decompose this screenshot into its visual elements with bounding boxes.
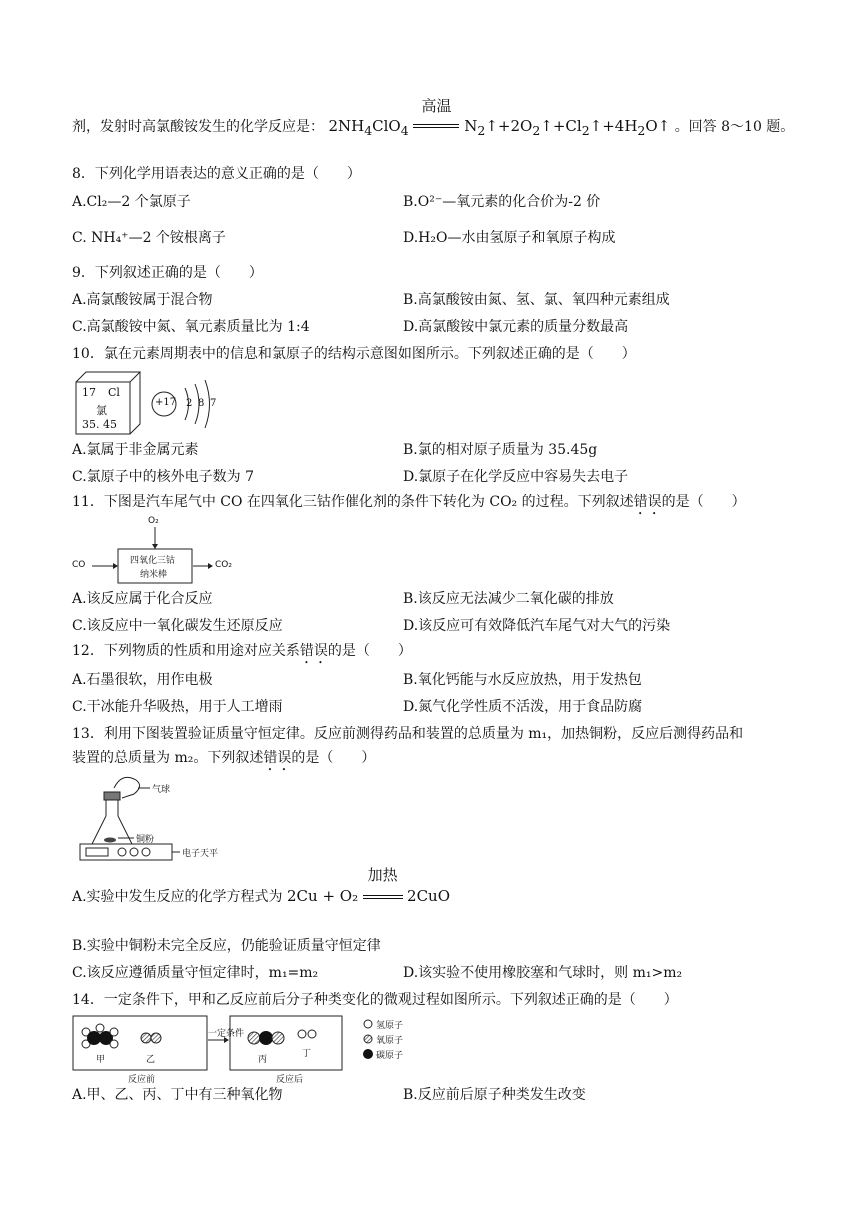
q13-stem-tail: 的是（ ） — [291, 750, 376, 766]
q9-option-c: C.高氯酸铵中氮、氧元素质量比为 1:4 — [72, 319, 310, 335]
molecular-svg — [72, 1014, 412, 1084]
nucleus-charge: +17 — [155, 397, 177, 408]
q10-stem: 10．氯在元素周期表中的信息和氯原子的结构示意图如图所示。下列叙述正确的是（ ） — [72, 346, 636, 362]
legend-carbon: 碳原子 — [376, 1051, 404, 1061]
element-number: 17 — [82, 386, 96, 399]
q13-stem-text: 装置的总质量为 m₂。下列叙述 — [72, 750, 264, 766]
element-name: 氯 — [96, 404, 107, 417]
q10-option-b: B.氯的相对原子质量为 35.45g — [403, 442, 598, 458]
q13-equation-condition: 加热 — [367, 866, 398, 884]
diagram-o2-label: O₂ — [148, 516, 159, 526]
label-before: 反应前 — [128, 1075, 156, 1085]
catalyst-diagram — [72, 515, 252, 587]
q14-option-a: A.甲、乙、丙、丁中有三种氧化物 — [72, 1087, 283, 1103]
q13-option-a-text: A.实验中发生反应的化学方程式为 — [72, 889, 283, 905]
diagram-co-label: CO — [72, 560, 86, 570]
q9-option-b: B.高氯酸铵由氮、氢、氯、氧四种元素组成 — [403, 292, 670, 308]
q8-stem: 8．下列化学用语表达的意义正确的是（ ） — [72, 166, 361, 182]
equation-products: $N_2↑+2O_2↑+Cl_2↑+4H_2O↑$ — [464, 117, 671, 138]
element-symbol: Cl — [108, 386, 120, 399]
diagram-co2-label: CO₂ — [215, 560, 232, 570]
intro-suffix: 。回答 8～10 题。 — [674, 119, 795, 135]
q12-stem — [72, 641, 412, 667]
q12-option-d: D.氮气化学性质不活泼，用于食品防腐 — [403, 699, 643, 715]
q12-stem-text: 12．下列物质的性质和用途对应关系 — [72, 643, 300, 659]
shell-1: 2 — [186, 398, 193, 409]
q10-option-d: D.氯原子在化学反应中容易失去电子 — [403, 469, 629, 485]
legend-hydrogen: 氢原子 — [376, 1021, 404, 1031]
diagram-box-line2: 纳米棒 — [140, 570, 168, 580]
intro-line — [72, 97, 795, 141]
arrow-condition: 一定条件 — [208, 1029, 245, 1039]
label-yi: 乙 — [146, 1055, 156, 1065]
q12-stem-tail: 的是（ ） — [327, 643, 412, 659]
q13-stem-emphasis: 错误 — [263, 750, 292, 766]
q10-option-c: C.氯原子中的核外电子数为 7 — [72, 469, 255, 485]
label-after: 反应后 — [276, 1075, 304, 1085]
q13-stem-line1: 13．利用下图装置验证质量守恒定律。反应前测得药品和装置的总质量为 m₁，加热铜粉，反应后测得药品和 — [72, 726, 744, 742]
label-jia: 甲 — [96, 1055, 106, 1065]
molecular-diagram — [72, 1014, 412, 1084]
q8-option-a: A.Cl₂—2 个氯原子 — [72, 194, 191, 210]
q14-stem: 14．一定条件下，甲和乙反应前后分子种类变化的微观过程如图所示。下列叙述正确的是（ ） — [72, 992, 678, 1008]
element-cell-figure — [72, 368, 242, 436]
apparatus-figure — [76, 774, 236, 866]
legend-oxygen: 氧原子 — [376, 1036, 404, 1046]
q12-option-c: C.干冰能升华吸热，用于人工增雨 — [72, 699, 283, 715]
q13-option-c: C.该反应遵循质量守恒定律时，m₁=m₂ — [72, 965, 319, 981]
q14-option-b: B.反应前后原子种类发生改变 — [403, 1087, 586, 1103]
q12-option-a: A.石墨很软，用作电极 — [72, 672, 213, 688]
equation-reactant: $2NH_4ClO_4$ — [328, 117, 409, 138]
scale-label: 电子天平 — [182, 849, 219, 859]
q9-option-a: A.高氯酸铵属于混合物 — [72, 292, 213, 308]
q13-option-a — [72, 866, 451, 907]
q11-option-c: C.该反应中一氧化碳发生还原反应 — [72, 618, 283, 634]
q12-option-b: B.氧化钙能与水反应放热，用于发热包 — [403, 672, 642, 688]
balloon-label: 气球 — [152, 785, 171, 795]
label-ding: 丁 — [302, 1049, 312, 1059]
q11-stem-emphasis: 错误 — [633, 494, 662, 510]
element-mass: 35. 45 — [82, 418, 117, 431]
equation-condition: 高温 — [421, 97, 452, 115]
q13-equation-right: 2CuO — [407, 887, 451, 905]
shell-2: 8 — [198, 398, 205, 409]
q11-option-b: B.该反应无法减少二氧化碳的排放 — [403, 591, 614, 607]
q8-option-d: D.H₂O—水由氢原子和氧原子构成 — [403, 230, 616, 246]
q11-stem-tail: 的是（ ） — [661, 494, 746, 510]
intro-prefix: 剂，发射时高氯酸铵发生的化学反应是： — [72, 119, 324, 135]
label-bing: 丙 — [258, 1055, 268, 1065]
q8-option-b: B.O²⁻—氧元素的化合价为-2 价 — [403, 194, 601, 210]
q11-option-a: A.该反应属于化合反应 — [72, 591, 213, 607]
q9-stem: 9．下列叙述正确的是（ ） — [72, 265, 263, 281]
q12-stem-emphasis: 错误 — [299, 643, 328, 659]
copper-powder-label: 铜粉 — [136, 835, 155, 845]
q11-option-d: D.该反应可有效降低汽车尾气对大气的污染 — [403, 618, 671, 634]
q11-stem-text: 11．下图是汽车尾气中 CO 在四氧化三钴作催化剂的条件下转化为 CO₂ 的过程。下列叙述 — [72, 494, 634, 510]
reaction-equation — [328, 97, 671, 141]
q10-option-a: A.氯属于非金属元素 — [72, 442, 199, 458]
shell-3: 7 — [210, 398, 217, 409]
diagram-box-line1: 四氧化三钴 — [130, 556, 176, 566]
q13-stem-line2 — [72, 748, 375, 774]
q8-option-c: C. NH₄⁺—2 个铵根离子 — [72, 230, 226, 246]
q9-option-d: D.高氯酸铵中氯元素的质量分数最高 — [403, 319, 629, 335]
q13-option-d: D.该实验不使用橡胶塞和气球时，则 m₁>m₂ — [403, 965, 683, 981]
q13-equation-left: 2Cu + O₂ — [287, 887, 359, 905]
q13-option-b: B.实验中铜粉未完全反应，仍能验证质量守恒定律 — [72, 938, 381, 954]
